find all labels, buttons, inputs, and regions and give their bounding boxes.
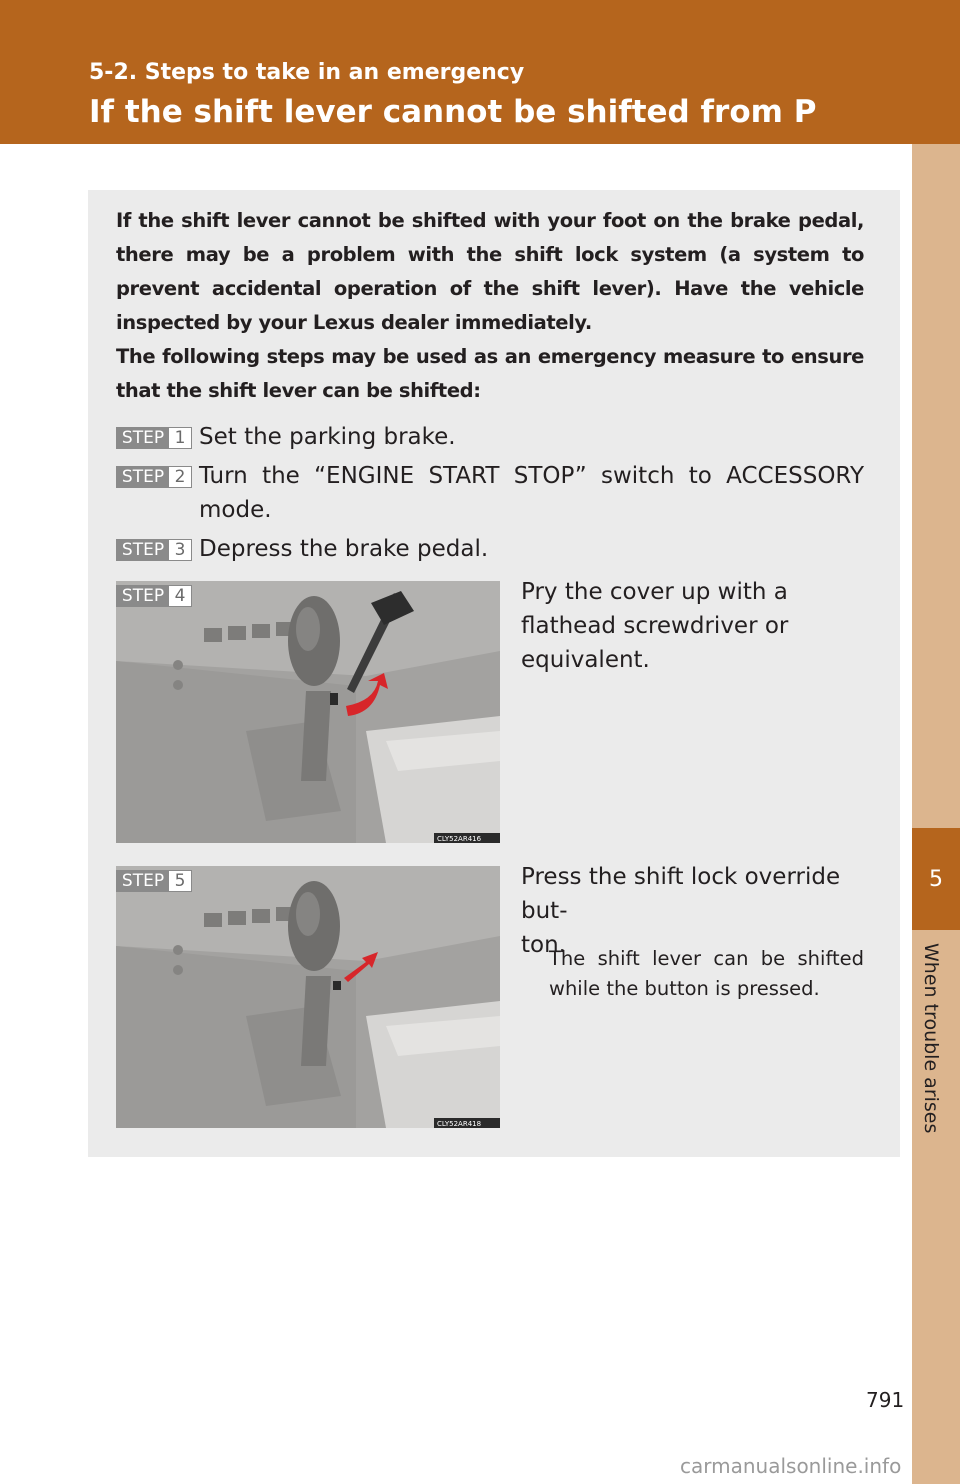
step-2-badge bbox=[116, 466, 192, 488]
step-4-badge bbox=[116, 585, 192, 607]
intro-paragraph-1: If the shift lever cannot be shifted with your foot on the brake pedal, there may be a problem with the shift lock system (a system to prevent accidental operation of the shift lever). Have the vehicle inspected by your Lexus dealer immediately. bbox=[116, 209, 864, 334]
step-1-text: Set the parking brake. bbox=[199, 424, 456, 450]
step-3-badge bbox=[116, 539, 192, 561]
step-badge-number: 3 bbox=[174, 540, 186, 560]
step-5-text-line-1: Press the shift lock override but- bbox=[521, 864, 841, 924]
section-label: 5-2. Steps to take in an emergency bbox=[89, 60, 525, 85]
image-code: CLY52AR416 bbox=[437, 835, 482, 843]
intro-text bbox=[116, 204, 864, 408]
step-badge-label: STEP bbox=[117, 467, 169, 487]
intro-paragraph-2: The following steps may be used as an emergency measure to ensure that the shift lever can be shifted: bbox=[116, 345, 864, 402]
step-badge-label: STEP bbox=[117, 871, 169, 891]
step-badge-label: STEP bbox=[117, 428, 169, 448]
step-badge-number: 1 bbox=[174, 428, 186, 448]
step-2-text: Turn the “ENGINE START STOP” switch to ACCESSORY mode. bbox=[199, 463, 864, 523]
step-5-text-line-2: ton. bbox=[521, 932, 566, 958]
step-badge-label: STEP bbox=[117, 540, 169, 560]
step-badge-number: 2 bbox=[174, 467, 186, 487]
side-band bbox=[912, 144, 960, 1484]
step-badge-number: 4 bbox=[174, 586, 186, 606]
image-code: CLY52AR418 bbox=[437, 1120, 482, 1128]
step-5-badge bbox=[116, 870, 192, 892]
page-title: If the shift lever cannot be shifted from P bbox=[89, 94, 817, 130]
step-3-text: Depress the brake pedal. bbox=[199, 536, 489, 562]
step-1-badge bbox=[116, 427, 192, 449]
watermark: carmanualsonline.info bbox=[680, 1454, 902, 1478]
step-badge-number: 5 bbox=[174, 871, 186, 891]
step-4-illustration bbox=[116, 581, 500, 843]
page-number: 791 bbox=[866, 1388, 905, 1412]
chapter-number: 5 bbox=[929, 866, 943, 892]
step-4-text: Pry the cover up with a flathead screwdriver or equivalent. bbox=[521, 579, 789, 673]
step-5-illustration bbox=[116, 866, 500, 1128]
chapter-name: When trouble arises bbox=[920, 943, 942, 1134]
page-header bbox=[0, 0, 960, 144]
chapter-tab[interactable] bbox=[912, 828, 960, 930]
step-5-note: The shift lever can be shifted while the button is pressed. bbox=[549, 947, 864, 1000]
step-badge-label: STEP bbox=[117, 586, 169, 606]
